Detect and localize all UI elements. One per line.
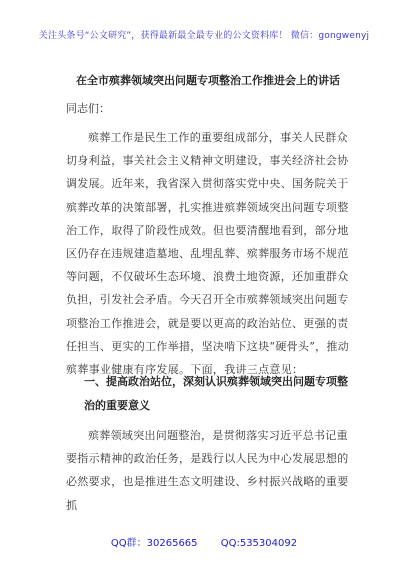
body-paragraph-1: 殡葬工作是民生工作的重要组成部分，事关人民群众切身利益，事关社会主义精神文明建设，事关经济社会协调发展。近年来，我省深入贯彻落实党中央、国务院关于殡葬改革的决策部署，扎实推进殡葬领域突出问题专项整治工作，取得了阶段性成效。但也要清醒地看到，部分地区仍存在违规建造墓地、乱埋乱葬、殡葬服务市场不规范等问题，不仅破坏生态环境、浪费土地资源，还加重群众负担，引发社会矛盾。今天召开全市殡葬领域突出问题专项整治工作推进会，就是要以更高的政治站位、更强的责任担当、更实的工作举措，坚决啃下这块“硬骨头”，推动殡葬事业健康有序发展。下面，我讲三点意见：	[66, 131, 350, 377]
salutation: 同志们：	[66, 102, 110, 115]
header-promo-note: 关注头条号“公文研究”，获得最新最全最专业的公文资料库！ 微信：gongwenyj	[38, 31, 370, 41]
footer-contact	[0, 534, 408, 549]
section-heading-1: 一、提高政治站位，深刻认识殡葬领域突出问题专项整治的重要意义	[84, 375, 348, 412]
document-title: 在全市殡葬领域突出问题专项整治工作推进会上的讲话	[76, 74, 340, 87]
body-paragraph-2: 殡葬领域突出问题整治，是贯彻落实习近平总书记重要指示精神的政治任务，是践行以人民为中心发展思想的必然要求，也是推进生态文明建设、乡村振兴战略的重要抓	[66, 429, 349, 512]
footer-qq: QQ:535304092	[220, 538, 298, 549]
footer-qq-group: QQ群：30265665	[110, 538, 198, 549]
